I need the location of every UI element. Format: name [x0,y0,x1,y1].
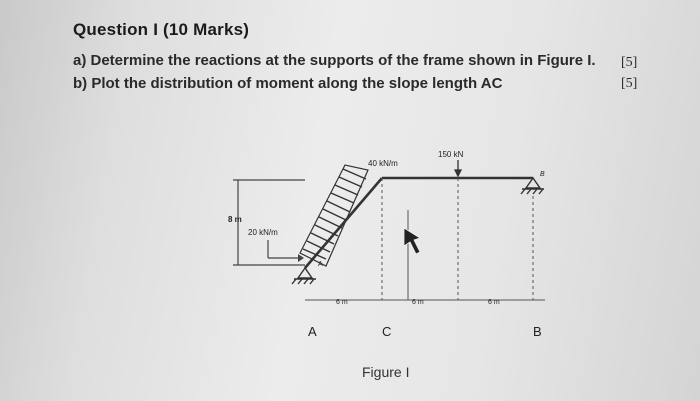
marks-part-b: [5] [621,76,638,91]
side-load-label: 20 kN/m [248,228,278,237]
point-load-arrow [455,160,461,176]
support-a [292,268,316,284]
top-load-label: 40 kN/m [368,159,398,168]
label-point-b: B [533,324,542,339]
question-title: Question I (10 Marks) [73,20,250,39]
support-a-small-label: A [318,261,323,268]
support-b [521,178,544,194]
side-load-arrows [268,240,304,262]
height-label: 8 m [228,215,242,224]
incline-load-hatching [300,165,368,266]
mouse-cursor-icon [404,228,420,254]
figure-caption: Figure I [362,364,410,380]
support-b-small-label: B [540,171,545,178]
label-point-c: C [382,324,392,339]
question-part-a: a) Determine the reactions at the supports of the frame shown in Figure I. [73,52,596,69]
marks-part-a: [5] [621,55,638,70]
span-ac-label: 6 m [336,299,348,306]
height-dimension [233,180,305,265]
label-point-a: A [308,324,317,339]
span-mid-b-label: 6 m [488,299,500,306]
question-part-b: b) Plot the distribution of moment along the slope length AC [73,75,503,92]
span-c-mid-label: 6 m [412,299,424,306]
point-load-label: 150 kN [438,150,464,159]
